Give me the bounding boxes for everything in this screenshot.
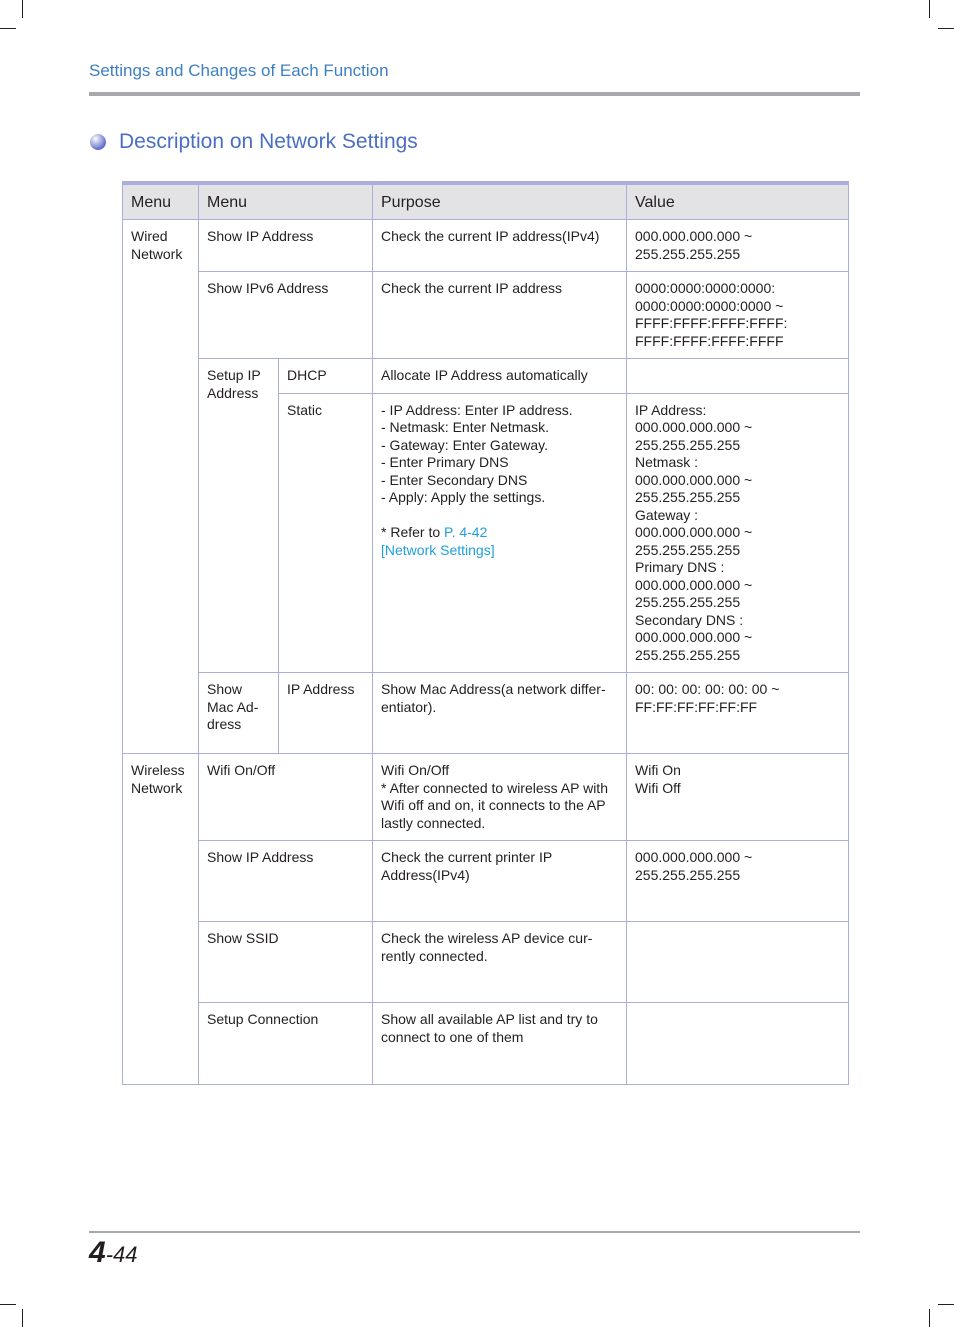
cell-value: 0000:0000:0000:0000: 0000:0000:0000:0000 ~ FFFF:FFFF:FFFF:FFFF: FFFF:FFFF:FFFF:FFFF [627, 272, 849, 359]
cell-value: 000.000.000.000 ~ 255.255.255.255 [627, 220, 849, 272]
cell-show-ssid: Show SSID [199, 922, 373, 1003]
running-header: Settings and Changes of Each Function [89, 61, 389, 80]
table-header-row [123, 183, 849, 220]
cell-static: Static [279, 393, 373, 673]
header-menu-1: Menu [123, 183, 199, 220]
cell-ip-address: IP Address [279, 673, 373, 754]
cell-show-mac-address: Show Mac Ad- dress [199, 673, 279, 754]
crop-mark [938, 28, 954, 29]
cell-purpose: Check the wireless AP device cur- rently connected. [373, 922, 627, 1003]
header-purpose: Purpose [373, 183, 627, 220]
cell-show-ipv6-address: Show IPv6 Address [199, 272, 373, 359]
crop-mark [22, 1309, 23, 1327]
crop-mark [0, 28, 16, 29]
crop-mark [929, 1309, 930, 1327]
cell-value [627, 359, 849, 394]
group-wired-network: Wired Network [123, 220, 199, 754]
cell-value [627, 1003, 849, 1085]
cell-purpose: Check the current printer IP Address(IPv4) [373, 841, 627, 922]
section-heading [90, 130, 418, 154]
cell-value: 000.000.000.000 ~ 255.255.255.255 [627, 841, 849, 922]
cell-value: 00: 00: 00: 00: 00: 00 ~ FF:FF:FF:FF:FF:FF [627, 673, 849, 754]
header-rule [89, 92, 860, 96]
cell-dhcp: DHCP [279, 359, 373, 394]
header-value: Value [627, 183, 849, 220]
table-row [123, 922, 849, 1003]
cell-setup-connection: Setup Connection [199, 1003, 373, 1085]
cell-show-ip-address: Show IP Address [199, 841, 373, 922]
page-number [89, 1236, 137, 1270]
cell-value [627, 922, 849, 1003]
cell-purpose: Allocate IP Address automatically [373, 359, 627, 394]
cell-purpose [373, 393, 627, 673]
cell-wifi-on-off: Wifi On/Off [199, 754, 373, 841]
crop-mark [22, 0, 23, 18]
chapter-number: 4 [89, 1236, 106, 1269]
cell-show-ip-address: Show IP Address [199, 220, 373, 272]
table-row [123, 272, 849, 359]
table-row [123, 220, 849, 272]
header-menu-2: Menu [199, 183, 373, 220]
bullet-sphere-icon [90, 134, 106, 150]
network-settings-table [122, 181, 849, 1085]
cell-purpose: Show Mac Address(a network differ- entiator). [373, 673, 627, 754]
table-row [123, 673, 849, 754]
group-wireless-network: Wireless Network [123, 754, 199, 1085]
table-row [123, 841, 849, 922]
footer-rule [89, 1231, 860, 1233]
crop-mark [938, 1304, 954, 1305]
crop-mark [0, 1304, 16, 1305]
cell-value: IP Address: 000.000.000.000 ~ 255.255.255.255 Netmask : 000.000.000.000 ~ 255.255.255.255 Gateway : 000.000.000.000 ~ 255.255.255.255 Primary DNS : 000.000.000.000 ~ 255.255.255.255 Secondary DNS : 000.000.000.000 ~ 255.255.255.255 [627, 393, 849, 673]
table-row [123, 359, 849, 394]
cell-purpose: Check the current IP address [373, 272, 627, 359]
cell-value: Wifi On Wifi Off [627, 754, 849, 841]
page-link[interactable]: P. 4-42 [444, 524, 488, 540]
refer-text: * Refer to [381, 524, 445, 540]
table-row [123, 754, 849, 841]
cell-purpose: Check the current IP address(IPv4) [373, 220, 627, 272]
section-title: Description on Network Settings [119, 130, 418, 153]
network-settings-link[interactable]: [Network Settings] [381, 541, 495, 558]
crop-mark [929, 0, 930, 18]
table-row [123, 1003, 849, 1085]
page-suffix: -44 [105, 1242, 138, 1267]
cell-setup-ip-address: Setup IP Address [199, 359, 279, 673]
cell-purpose: Wifi On/Off * After connected to wireless AP with Wifi off and on, it connects to the AP lastly connected. [373, 754, 627, 841]
static-steps: - IP Address: Enter IP address. - Netmask: Enter Netmask. - Gateway: Enter Gateway. - Enter Primary DNS - Enter Secondary DNS - Apply: Apply the settings. [381, 401, 573, 505]
cell-purpose: Show all available AP list and try to connect to one of them [373, 1003, 627, 1085]
